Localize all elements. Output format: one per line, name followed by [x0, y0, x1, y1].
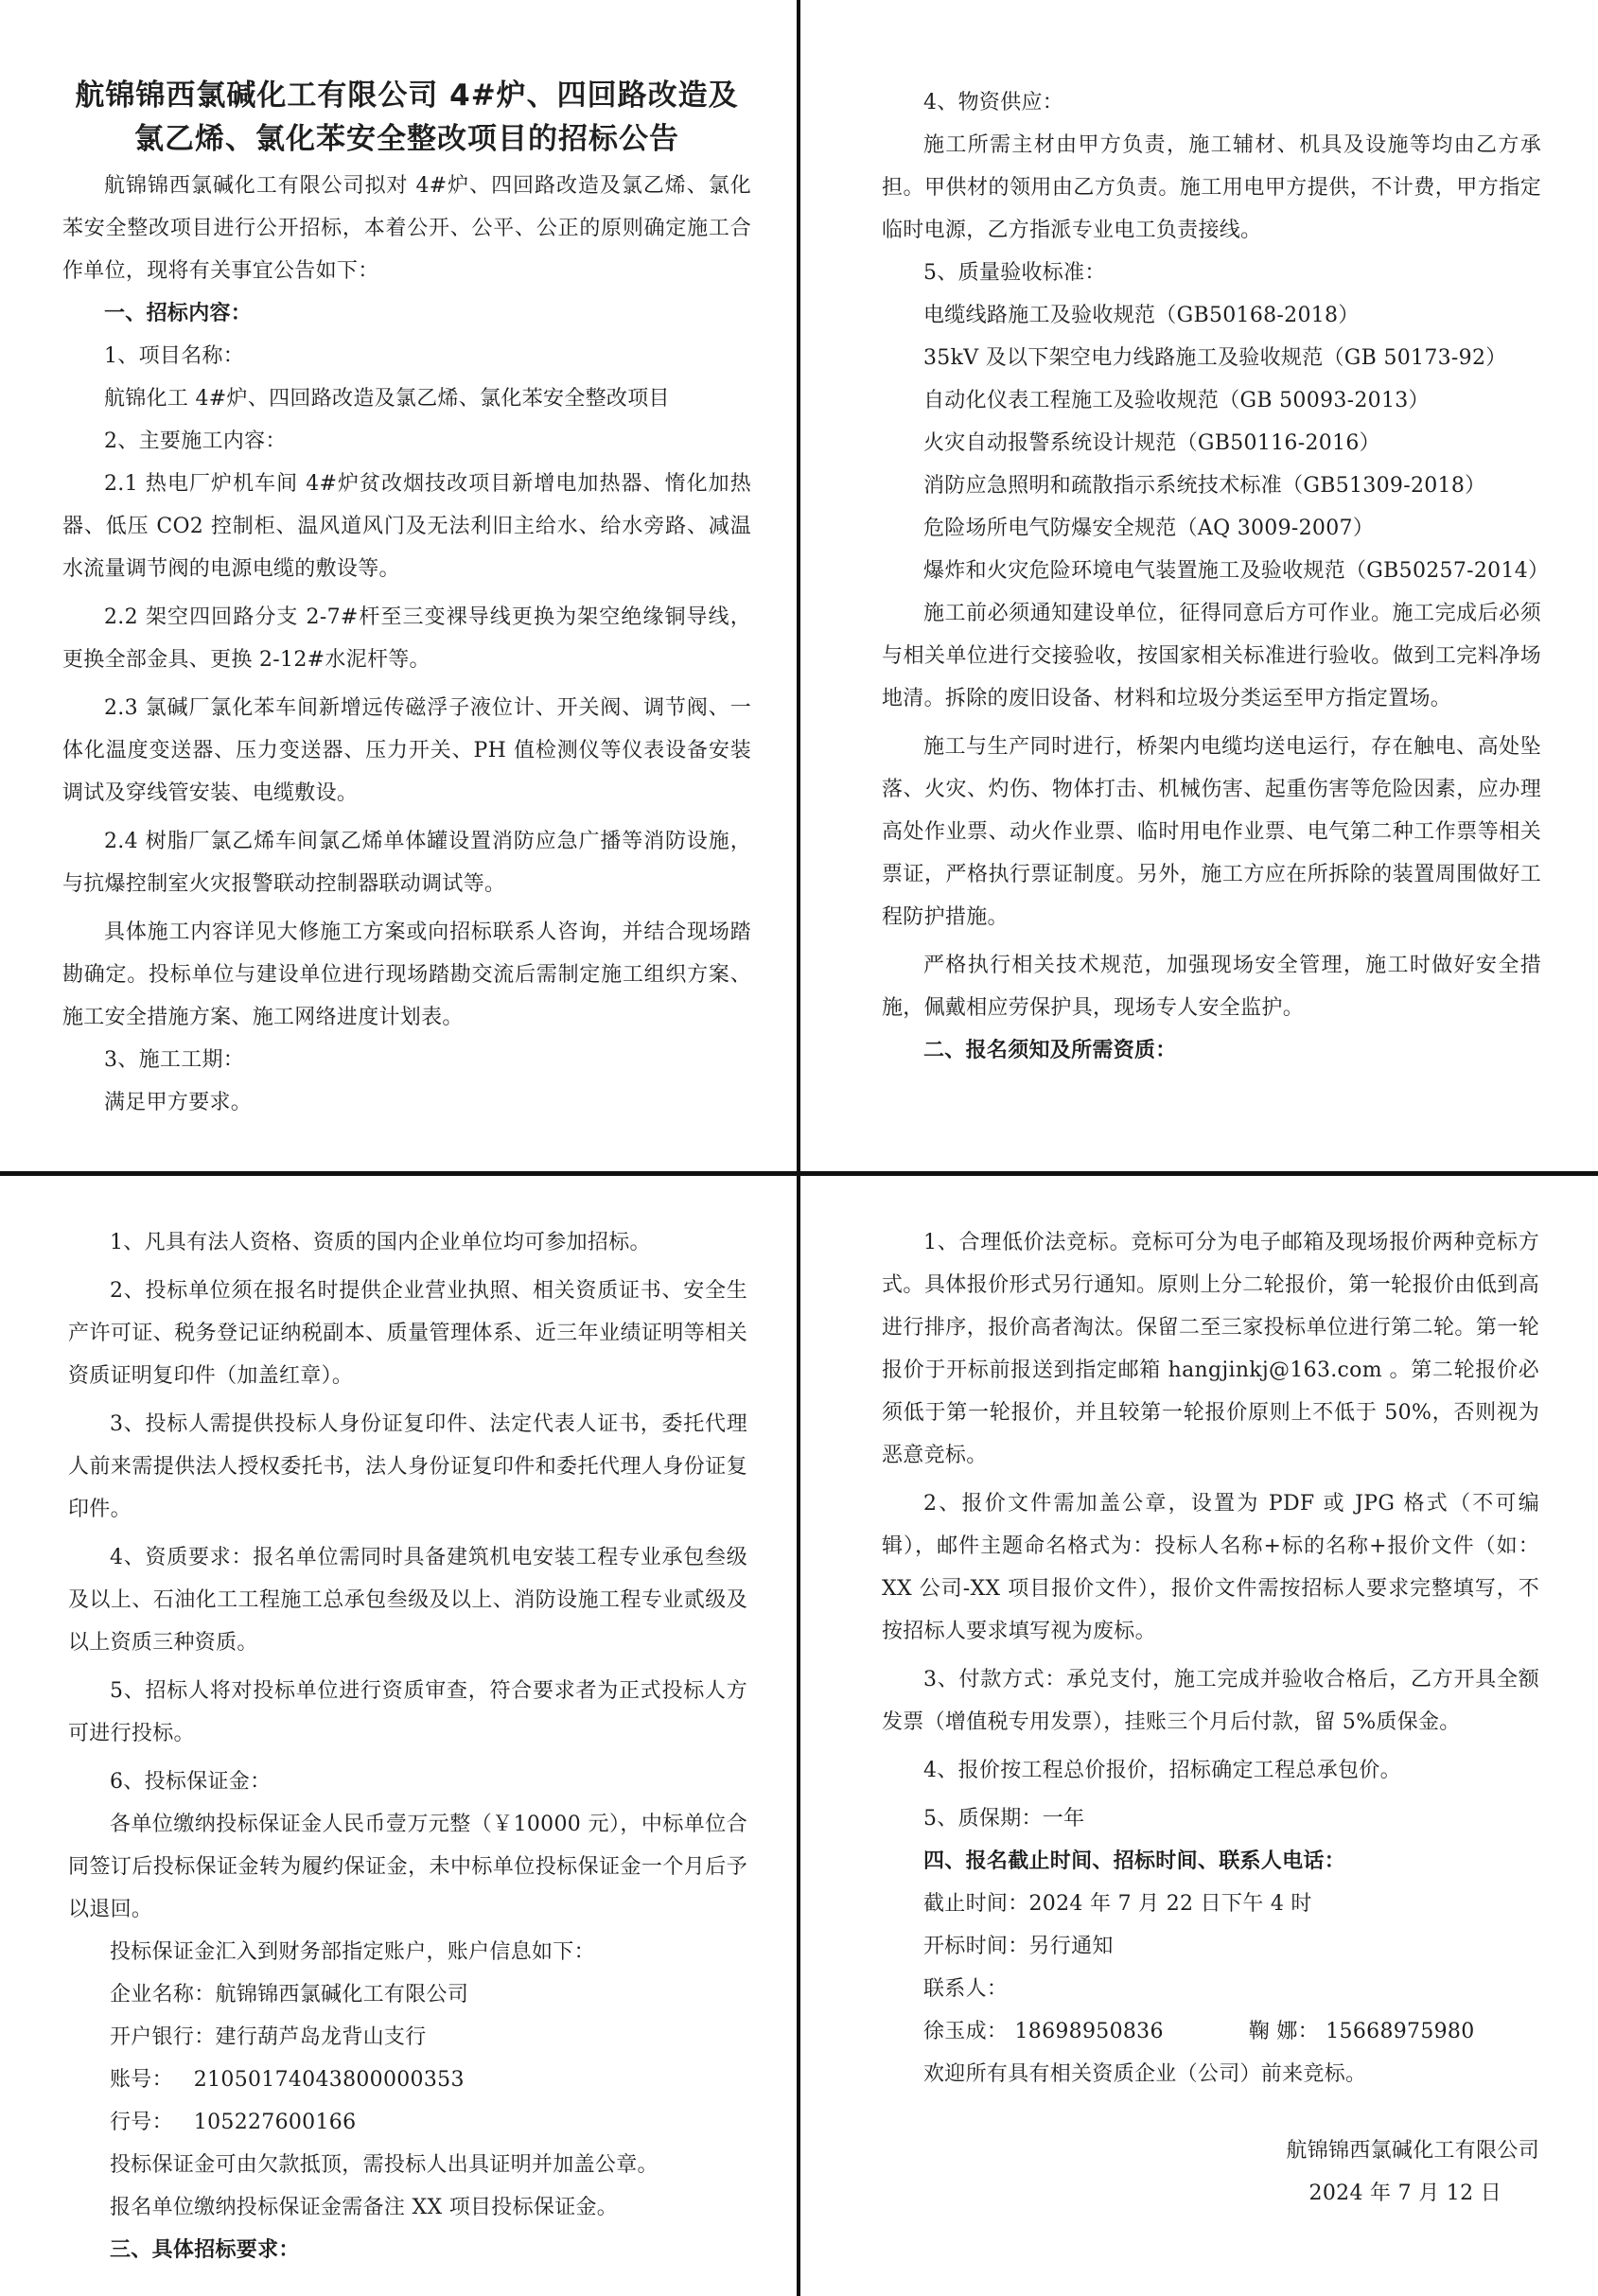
item-4-heading: 4、物资供应： — [923, 91, 1064, 114]
notice-paragraph-2: 施工与生产同时进行，桥架内电缆均送电运行，存在触电、高处坠落、火灾、灼伤、物体打击、机械伤害、起重伤害等危险因素，应办理高处作业票、动火作业票、临时用电作业票、电气第二种工作票等相关票证，严格执行票证制度。另外，施工方应在所拆除的装置周围做好工程防护措施。 — [882, 735, 1541, 929]
bid-rule-4: 4、报价按工程总价报价，招标确定工程总承包价。 — [923, 1759, 1401, 1782]
item-5-heading: 5、质量验收标准： — [923, 261, 1106, 285]
standard-item: 爆炸和火灾危险环境电气装置施工及验收规范（GB50257-2014） — [923, 559, 1550, 583]
page-2 — [800, 0, 1598, 1171]
bid-rule-5: 5、质保期：一年 — [923, 1807, 1085, 1831]
document-title — [62, 74, 751, 161]
section-4-heading: 四、报名截止时间、招标时间、联系人电话： — [923, 1849, 1346, 1873]
requirement-6-heading: 6、投标保证金： — [110, 1770, 272, 1794]
content-2-1: 2.1 热电厂炉机车间 4#炉贫改烟技改项目新增电加热器、惰化加热器、低压 CO2 控制柜、温风道风门及无法利旧主给水、给水旁路、减温水流量调节阀的电源电缆的敷设等。 — [62, 472, 751, 581]
title-line-1: 航锦锦西氯碱化工有限公司 4#炉、四回路改造及 — [75, 79, 739, 113]
account-bank-row — [68, 2016, 747, 2059]
bank-number-value: 105227600166 — [193, 2111, 357, 2134]
bid-rule-3: 3、付款方式：承兑支付，施工完成并验收合格后，乙方开具全额发票（增值税专用发票），挂账三个月后付款，留 5%质保金。 — [882, 1668, 1539, 1734]
requirement-5: 5、招标人将对投标单位进行资质审查，符合要求者为正式投标人方可进行投标。 — [68, 1679, 747, 1745]
contact-person-2: 鞠 娜： 15668975980 — [1248, 2020, 1475, 2043]
account-company-label: 企业名称： — [110, 1983, 216, 2007]
section-3-heading: 三、具体招标要求： — [110, 2237, 300, 2262]
bid-rule-1: 1、合理低价法竞标。竞标可分为电子邮箱及现场报价两种竞标方式。具体报价形式另行通知。原则上分二轮报价，第一轮报价由低到高进行排序，报价高者淘汰。保留二至三家投标单位进行第二轮。第一轮报价于开标前报送到指定邮箱 hangjinkj@163.com 。第二轮报价必须低于第一轮报价，并且较第一轮报价原则上不低于 50%，否则视为恶意竞标。 — [882, 1231, 1539, 1467]
project-name: 航锦化工 4#炉、四回路改造及氯乙烯、氯化苯安全整改项目 — [104, 387, 670, 411]
contact-row — [882, 2010, 1539, 2053]
item-1-heading: 1、项目名称： — [104, 344, 245, 368]
account-bank-value: 建行葫芦岛龙背山支行 — [215, 2025, 427, 2049]
account-number-row — [68, 2059, 747, 2101]
deposit-note-2: 报名单位缴纳投标保证金需备注 XX 项目投标保证金。 — [110, 2196, 619, 2219]
title-line-2: 氯乙烯、氯化苯安全整改项目的招标公告 — [134, 122, 679, 156]
bank-number-row — [68, 2101, 747, 2144]
section-1-heading: 一、招标内容： — [104, 301, 253, 325]
notice-paragraph-3: 严格执行相关技术规范，加强现场安全管理，施工时做好安全措施，佩戴相应劳保护具，现场专人安全监护。 — [882, 954, 1541, 1020]
bid-rule-2: 2、报价文件需加盖公章，设置为 PDF 或 JPG 格式（不可编辑），邮件主题命名格式为：投标人名称+标的名称+报价文件（如：XX 公司-XX 项目报价文件），报价文件需按招标人要求完整填写，不按招标人要求填写视为废标。 — [882, 1492, 1539, 1643]
account-bank-label: 开户银行： — [110, 2025, 216, 2049]
signature-date: 2024 年 7 月 12 日 — [1308, 2182, 1501, 2205]
construction-period: 满足甲方要求。 — [104, 1091, 253, 1114]
standard-item: 危险场所电气防爆安全规范（AQ 3009-2007） — [923, 517, 1375, 540]
content-2-3: 2.3 氯碱厂氯化苯车间新增远传磁浮子液位计、开关阀、调节阀、一体化温度变送器、压力变送器、压力开关、PH 值检测仪等仪表设备安装调试及穿线管安装、电缆敷设。 — [62, 696, 751, 805]
requirement-3: 3、投标人需提供投标人身份证复印件、法定代表人证书，委托代理人前来需提供法人授权委托书，法人身份证复印件和委托代理人身份证复印件。 — [68, 1412, 747, 1521]
standard-item: 35kV 及以下架空电力线路施工及验收规范（GB 50173-92） — [923, 346, 1507, 370]
account-number-label: 账号： — [110, 2068, 173, 2092]
account-company-row — [68, 1973, 747, 2016]
deposit-paragraph: 各单位缴纳投标保证金人民币壹万元整（￥10000 元），中标单位合同签订后投标保证金转为履约保证金，未中标单位投标保证金一个月后予以退回。 — [68, 1813, 747, 1921]
account-number-value: 21050174043800000353 — [193, 2068, 465, 2092]
deadline-time: 截止时间：2024 年 7 月 22 日下午 4 时 — [923, 1892, 1312, 1916]
welcome-text: 欢迎所有具有相关资质企业（公司）前来竞标。 — [923, 2062, 1367, 2086]
page-3 — [0, 1176, 797, 2296]
content-2-2: 2.2 架空四回路分支 2-7#杆至三变裸导线更换为架空绝缘铜导线，更换全部金具、更换 2-12#水泥杆等。 — [62, 605, 751, 672]
intro-paragraph: 航锦锦西氯碱化工有限公司拟对 4#炉、四回路改造及氯乙烯、氯化苯安全整改项目进行公开招标，本着公开、公平、公正的原则确定施工合作单位，现将有关事宜公告如下： — [62, 174, 751, 283]
item-2-heading: 2、主要施工内容： — [104, 429, 287, 453]
content-2-4: 2.4 树脂厂氯乙烯车间氯乙烯单体罐设置消防应急广播等消防设施，与抗爆控制室火灾报警联动控制器联动调试等。 — [62, 830, 751, 896]
signature-company: 航锦锦西氯碱化工有限公司 — [1286, 2139, 1539, 2163]
requirement-1: 1、凡具有法人资格、资质的国内企业单位均可参加招标。 — [110, 1231, 651, 1254]
section-2-heading: 二、报名须知及所需资质： — [923, 1038, 1177, 1062]
item-3-heading: 3、施工工期： — [104, 1048, 245, 1072]
deposit-note-1: 投标保证金可由欠款抵顶，需投标人出具证明并加盖公章。 — [110, 2153, 659, 2177]
account-intro: 投标保证金汇入到财务部指定账户，账户信息如下： — [110, 1940, 595, 1964]
notice-paragraph-1: 施工前必须通知建设单位，征得同意后方可作业。施工完成后必须与相关单位进行交接验收，按国家相关标准进行验收。做到工完料净场地清。拆除的废旧设备、材料和垃圾分类运至甲方指定置场。 — [882, 602, 1541, 710]
page-1 — [0, 0, 797, 1171]
requirement-2: 2、投标单位须在报名时提供企业营业执照、相关资质证书、安全生产许可证、税务登记证纳税副本、质量管理体系、近三年业绩证明等相关资质证明复印件（加盖红章）。 — [68, 1279, 747, 1388]
opening-time: 开标时间：另行通知 — [923, 1935, 1114, 1958]
page-4 — [800, 1176, 1598, 2296]
account-company-value: 航锦锦西氯碱化工有限公司 — [215, 1983, 469, 2007]
contact-person-1: 徐玉成： 18698950836 — [923, 2020, 1164, 2043]
standard-item: 电缆线路施工及验收规范（GB50168-2018） — [923, 304, 1360, 327]
standard-item: 自动化仪表工程施工及验收规范（GB 50093-2013） — [923, 389, 1430, 412]
standard-item: 消防应急照明和疏散指示系统技术标准（GB51309-2018） — [923, 474, 1486, 498]
material-supply: 施工所需主材由甲方负责，施工辅材、机具及设施等均由乙方承担。甲供材的领用由乙方负责。施工用电甲方提供，不计费，甲方指定临时电源，乙方指派专业电工负责接线。 — [882, 133, 1541, 242]
bank-number-label: 行号： — [110, 2111, 173, 2134]
standards-list — [882, 294, 1550, 592]
construction-detail: 具体施工内容详见大修施工方案或向招标联系人咨询，并结合现场踏勘确定。投标单位与建设单位进行现场踏勘交流后需制定施工组织方案、施工安全措施方案、施工网络进度计划表。 — [62, 920, 751, 1029]
standard-item: 火灾自动报警系统设计规范（GB50116-2016） — [923, 431, 1380, 455]
contact-label: 联系人： — [923, 1977, 1009, 2001]
requirement-4: 4、资质要求：报名单位需同时具备建筑机电安装工程专业承包叁级及以上、石油化工工程施工总承包叁级及以上、消防设施工程专业贰级及以上资质三种资质。 — [68, 1546, 747, 1655]
